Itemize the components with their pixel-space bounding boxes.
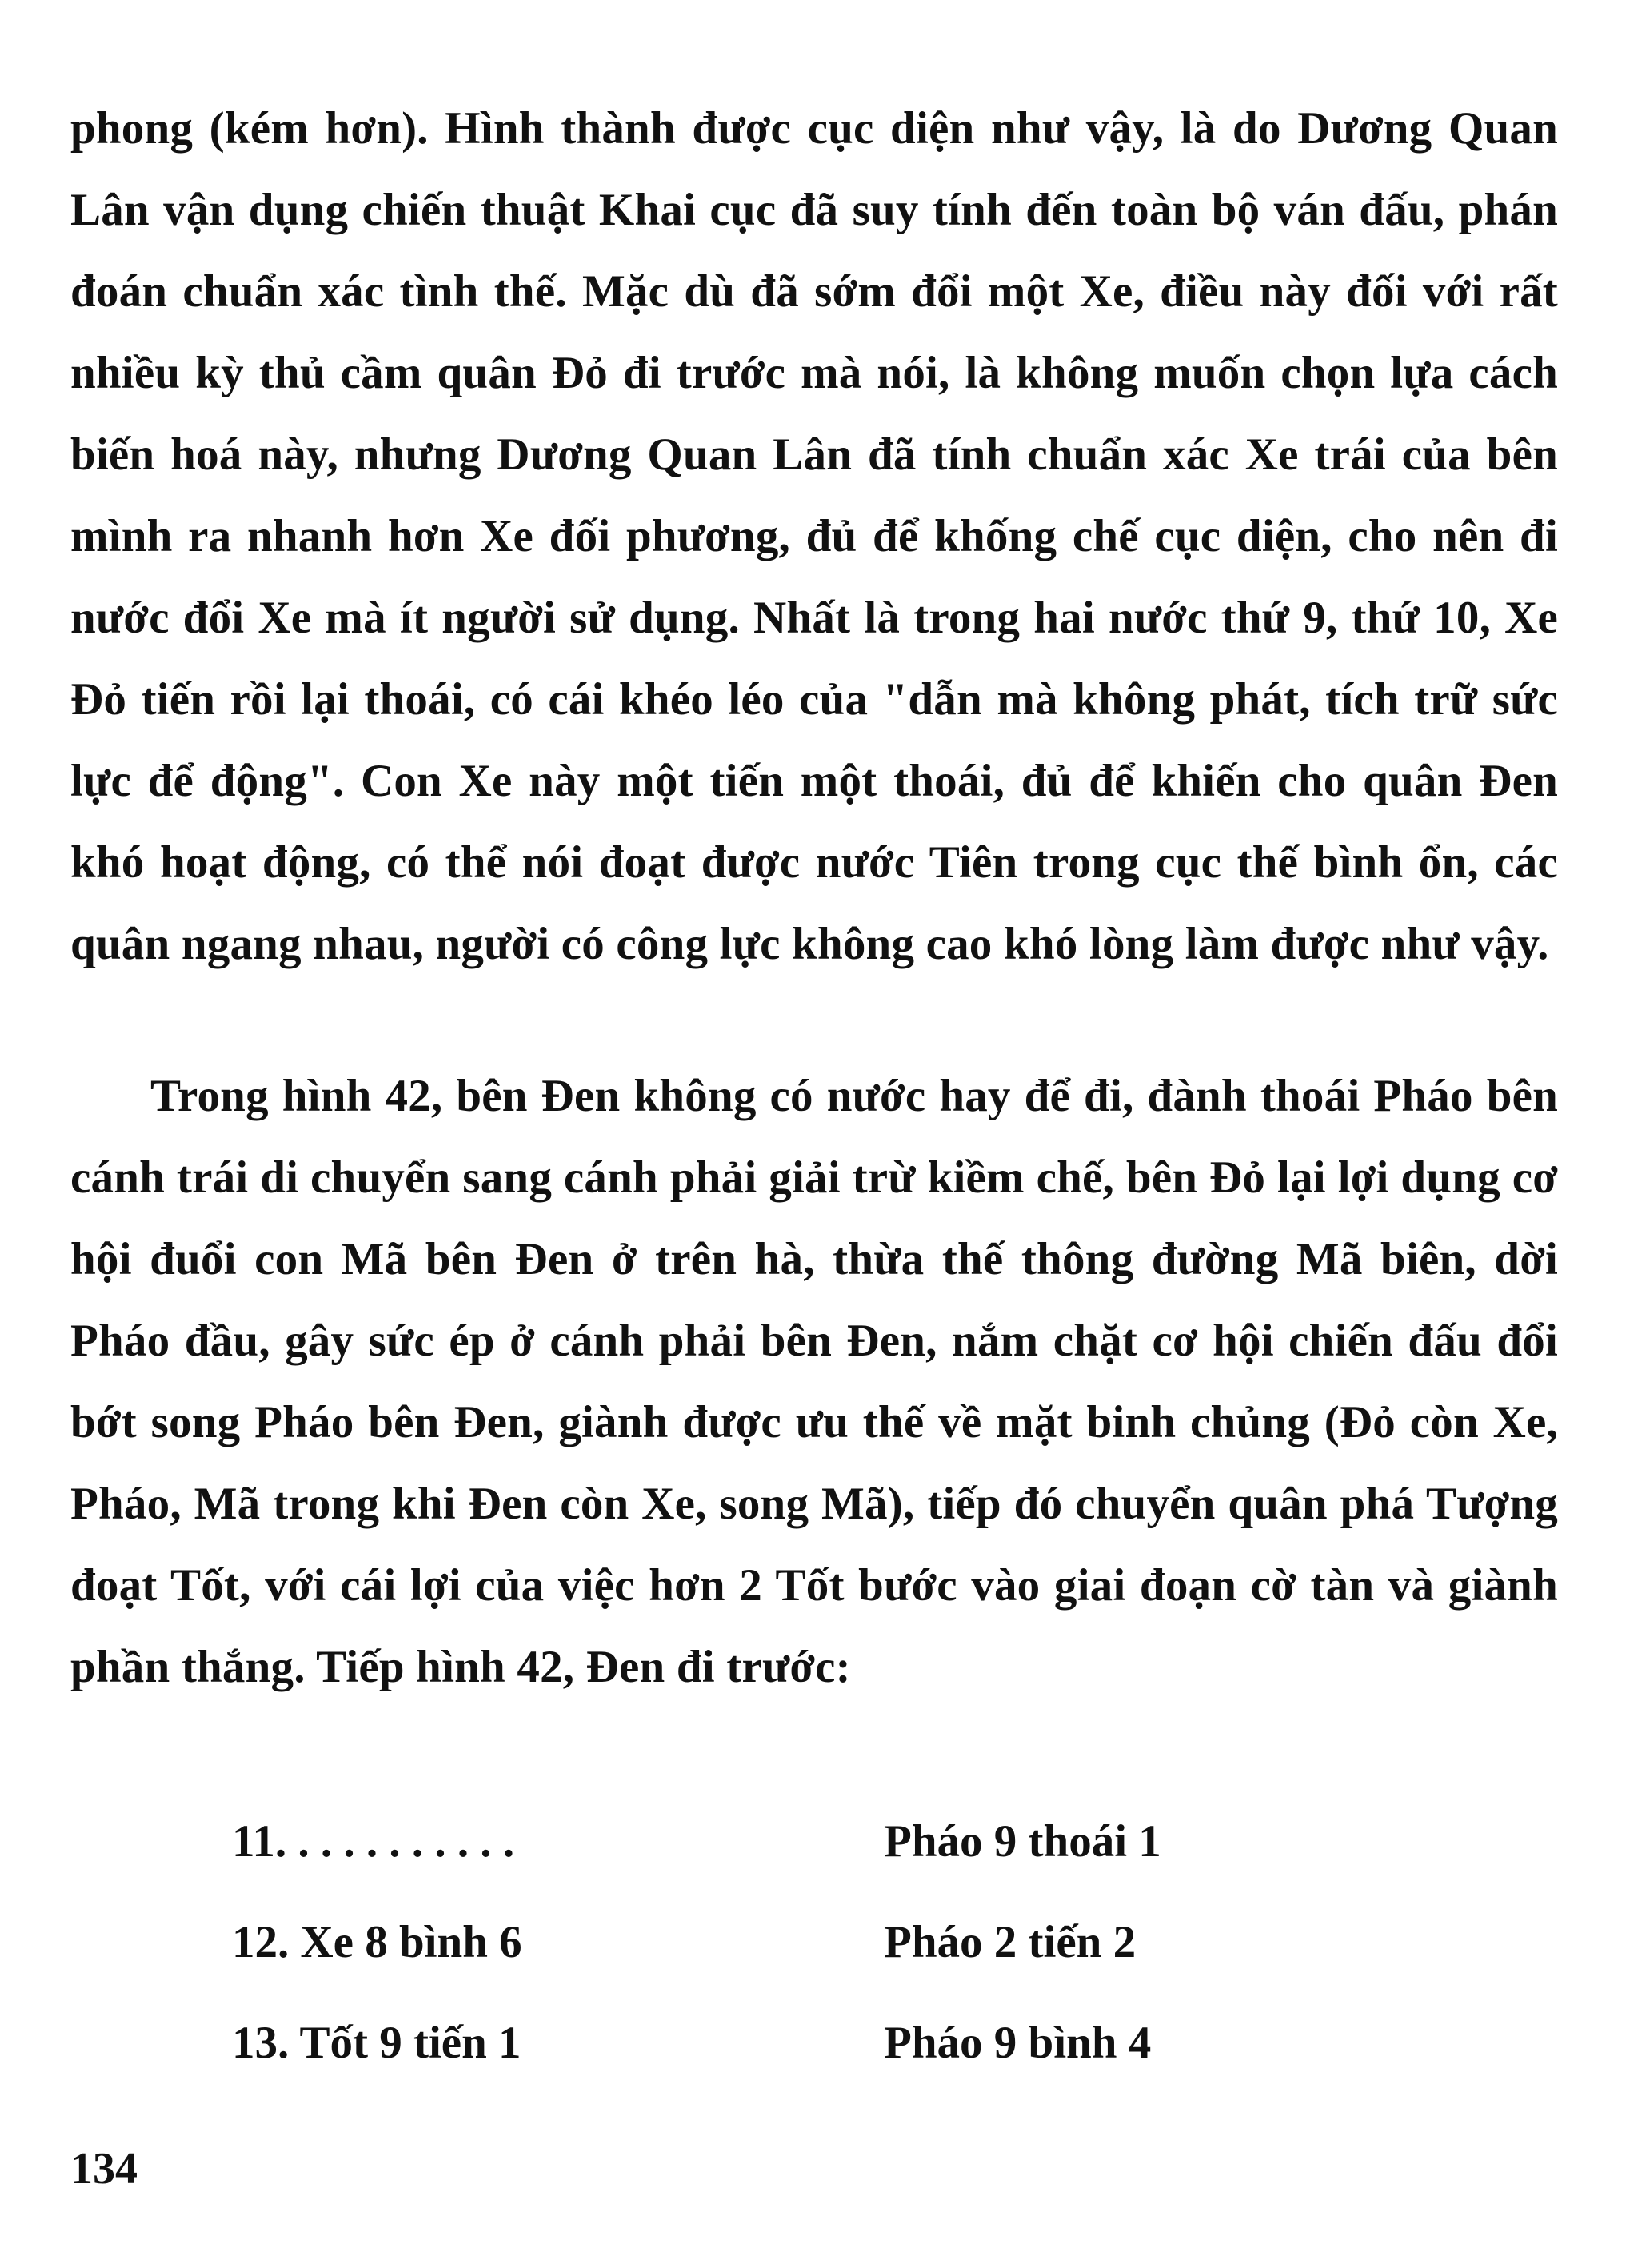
move-black: Pháo 9 thoái 1 xyxy=(884,1816,1161,1867)
move-black: Pháo 2 tiến 2 xyxy=(884,1917,1137,1967)
move-row xyxy=(232,1815,1352,1916)
page-number: 134 xyxy=(70,2144,138,2194)
move-red: 11. . . . . . . . . . . xyxy=(232,1816,515,1867)
move-red: 12. Xe 8 bình 6 xyxy=(232,1917,522,1967)
move-list xyxy=(232,1815,1352,2118)
move-row xyxy=(232,1916,1352,2017)
move-row xyxy=(232,2017,1352,2118)
move-red: 13. Tốt 9 tiến 1 xyxy=(232,2018,521,2068)
paragraph-2: Trong hình 42, bên Đen không có nước hay để đi, đành thoái Pháo bên cánh trái di chuyển sang cánh phải giải trừ kiềm chế, bên Đỏ lại lợi dụng cơ hội đuổi con Mã bên Đen ở trên hà, thừa thế thông đường Mã biên, dời Pháo đầu, gây sức ép ở cánh phải bên Đen, nắm chặt cơ hội chiến đấu đổi bớt song Pháo bên Đen, giành được ưu thế về mặt binh chủng (Đỏ còn Xe, Pháo, Mã trong khi Đen còn Xe, song Mã), tiếp đó chuyển quân phá Tượng đoạt Tốt, với cái lợi của việc hơn 2 Tốt bước vào giai đoạn cờ tàn và giành phần thắng. Tiếp hình 42, Đen đi trước: xyxy=(70,1071,1558,1692)
move-black: Pháo 9 bình 4 xyxy=(884,2018,1152,2068)
paragraph-1: phong (kém hơn). Hình thành được cục diện như vậy, là do Dương Quan Lân vận dụng chiến thuật Khai cục đã suy tính đến toàn bộ ván đấu, phán đoán chuẩn xác tình thế. Mặc dù đã sớm đổi một Xe, điều này đối với rất nhiều kỳ thủ cầm quân Đỏ đi trước mà nói, là không muốn chọn lựa cách biến hoá này, nhưng Dương Quan Lân đã tính chuẩn xác Xe trái của bên mình ra nhanh hơn Xe đối phương, đủ để khống chế cục diện, cho nên đi nước đổi Xe mà ít người sử dụng. Nhất là trong hai nước thứ 9, thứ 10, Xe Đỏ tiến rồi lại thoái, có cái khéo léo của "dẫn mà không phát, tích trữ sức lực để động". Con Xe này một tiến một thoái, đủ để khiến cho quân Đen khó hoạt động, có thể nói đoạt được nước Tiên trong cục thế bình ổn, các quân ngang nhau, người có công lực không cao khó lòng làm được như vậy. xyxy=(70,103,1558,969)
